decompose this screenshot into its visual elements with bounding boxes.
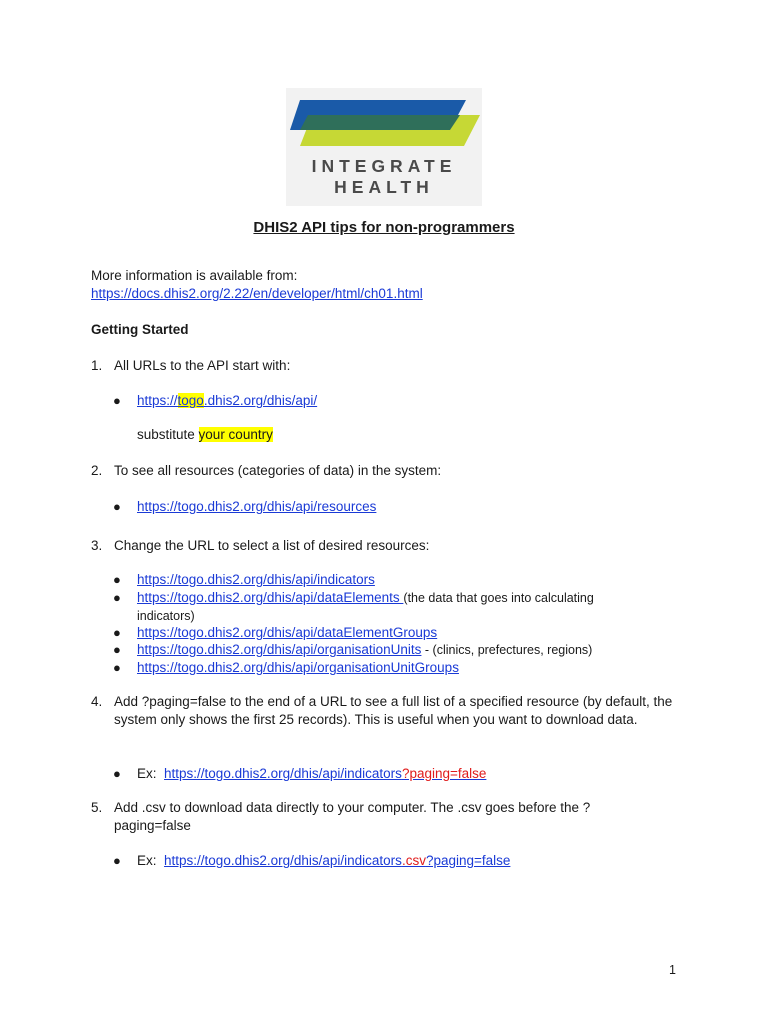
bullet-item [137, 624, 677, 641]
step-number: 1. [91, 358, 103, 373]
example-link[interactable]: https://togo.dhis2.org/dhis/api/indicators?paging=false [164, 766, 487, 781]
organisation-units-link[interactable]: https://togo.dhis2.org/dhis/api/organisationUnits [137, 642, 422, 657]
logo-stripes-icon [286, 88, 482, 148]
step-text: Add ?paging=false to the end of a URL to see a full list of a specified resource (by default, the system only shows the first 25 records). This is useful when you want to download data. [114, 694, 673, 727]
step-text: To see all resources (categories of data) in the system: [114, 463, 442, 478]
data-element-groups-link[interactable]: https://togo.dhis2.org/dhis/api/dataElementGroups [137, 625, 438, 640]
step-number: 2. [91, 463, 103, 478]
bullet-icon: ● [113, 642, 121, 657]
bullet-icon: ● [113, 590, 121, 605]
resources-link[interactable]: https://togo.dhis2.org/dhis/api/resources [137, 499, 377, 514]
example-label: Ex: [137, 853, 157, 868]
docs-link[interactable]: https://docs.dhis2.org/2.22/en/developer/html/ch01.html [91, 286, 423, 301]
bullet-item [137, 571, 677, 588]
step-text: All URLs to the API start with: [114, 358, 291, 373]
step-number: 4. [91, 694, 103, 709]
bullet-icon: ● [113, 660, 121, 675]
section-heading: Getting Started [91, 322, 189, 337]
step-number: 3. [91, 538, 103, 553]
logo-line-2: HEALTH [334, 177, 434, 197]
example-item [137, 852, 677, 869]
bullet-icon: ● [113, 499, 121, 514]
example-link[interactable]: https://togo.dhis2.org/dhis/api/indicators.csv?paging=false [164, 853, 511, 868]
bullet-icon: ● [113, 853, 121, 868]
integrate-health-logo [286, 88, 482, 206]
intro-text: More information is available from: [91, 268, 298, 283]
bullet-icon: ● [113, 625, 121, 640]
bullet-icon: ● [113, 572, 121, 587]
bullet-icon: ● [113, 393, 121, 408]
step-text: Change the URL to select a list of desired resources: [114, 538, 430, 553]
data-elements-link[interactable]: https://togo.dhis2.org/dhis/api/dataElements [137, 590, 404, 605]
link-note: - (clinics, prefectures, regions) [421, 643, 593, 657]
bullet-item [137, 641, 677, 659]
page-number: 1 [669, 963, 676, 977]
logo-line-1: INTEGRATE [311, 156, 457, 176]
example-label: Ex: [137, 766, 157, 781]
indicators-link[interactable]: https://togo.dhis2.org/dhis/api/indicators [137, 572, 375, 587]
bullet-item [137, 659, 677, 676]
substitute-note: substitute your country [137, 427, 273, 442]
document-title: DHIS2 API tips for non-programmers [253, 219, 515, 236]
bullet-icon: ● [113, 766, 121, 781]
step-number: 5. [91, 800, 103, 815]
bullet-item [137, 392, 677, 409]
bullet-item [137, 589, 647, 625]
example-item [137, 765, 677, 782]
organisation-unit-groups-link[interactable]: https://togo.dhis2.org/dhis/api/organisationUnitGroups [137, 660, 459, 675]
link-note: (the data that goes into calculating indicators) [137, 591, 594, 623]
api-base-link[interactable]: https://togo.dhis2.org/dhis/api/ [137, 393, 318, 408]
step-text: Add .csv to download data directly to your computer. The .csv goes before the ?paging=false [114, 800, 591, 833]
